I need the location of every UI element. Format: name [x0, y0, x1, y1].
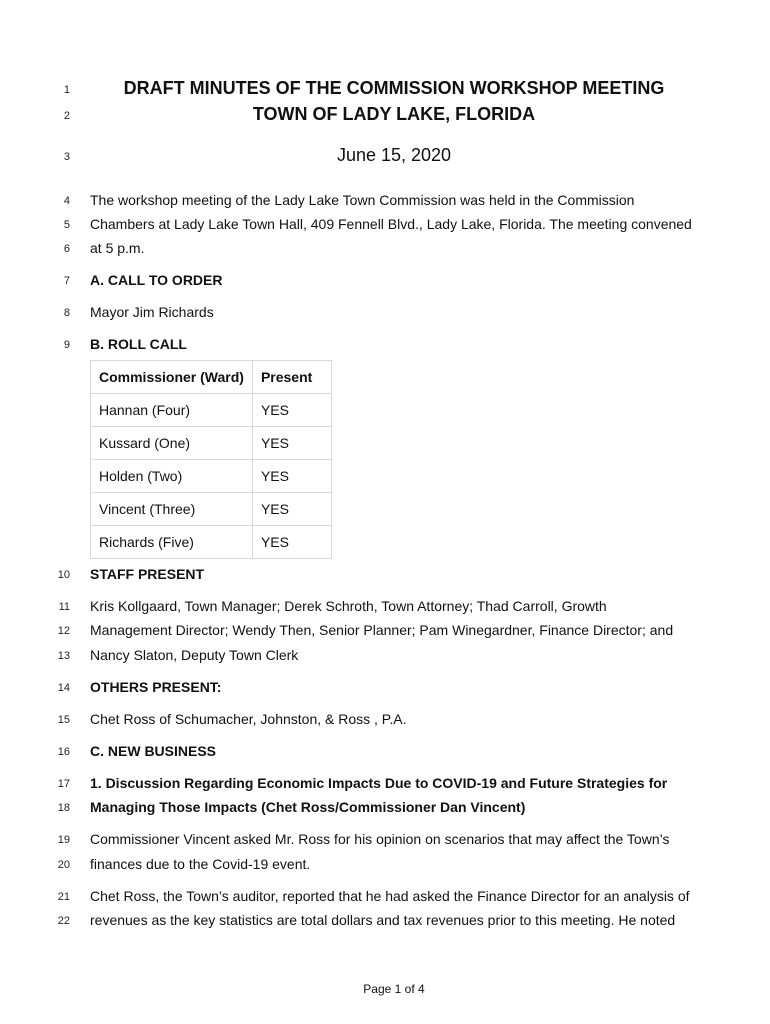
agenda-item-title: Managing Those Impacts (Chet Ross/Commissioner Dan Vincent): [90, 799, 526, 815]
line-number: 22: [57, 915, 70, 927]
intro-line: Chambers at Lady Lake Town Hall, 409 Fennell Blvd., Lady Lake, Florida. The meeting convened: [90, 216, 692, 232]
line-number: 6: [63, 243, 70, 255]
line-number: 14: [57, 682, 70, 694]
call-to-order-text: Mayor Jim Richards: [90, 304, 214, 320]
line-number: 15: [57, 714, 70, 726]
line-number: 10: [57, 569, 70, 581]
intro-line: at 5 p.m.: [90, 240, 145, 256]
section-heading-call-to-order: A. CALL TO ORDER: [90, 272, 223, 288]
intro-line: The workshop meeting of the Lady Lake Town Commission was held in the Commission: [90, 192, 635, 208]
table-row: [91, 427, 332, 460]
discussion-line: Chet Ross, the Town’s auditor, reported that he had asked the Finance Director for an analysis of: [90, 888, 690, 904]
line-number: 5: [63, 219, 70, 231]
line-number: 13: [57, 650, 70, 662]
roll-call-table: [90, 360, 332, 559]
staff-line: Kris Kollgaard, Town Manager; Derek Schroth, Town Attorney; Thad Carroll, Growth: [90, 598, 607, 614]
line-number: 8: [63, 307, 70, 319]
line-number: 9: [63, 339, 70, 351]
line-number: 2: [63, 110, 70, 122]
column-header: Present: [252, 361, 331, 394]
agenda-item-title: 1. Discussion Regarding Economic Impacts Due to COVID-19 and Future Strategies for: [90, 775, 668, 791]
discussion-line: revenues as the key statistics are total dollars and tax revenues prior to this meeting. He noted: [90, 912, 676, 928]
column-header: Commissioner (Ward): [91, 361, 253, 394]
table-cell: Vincent (Three): [91, 493, 253, 526]
line-number: 11: [58, 601, 70, 613]
line-number: 16: [57, 746, 70, 758]
table-header-row: [91, 361, 332, 394]
document-subtitle: TOWN OF LADY LAKE, FLORIDA: [252, 104, 536, 124]
section-heading-staff-present: STAFF PRESENT: [90, 566, 205, 582]
line-number: 4: [63, 195, 70, 207]
section-heading-new-business: C. NEW BUSINESS: [90, 743, 217, 759]
table-cell: Richards (Five): [91, 526, 253, 559]
table-cell: Hannan (Four): [91, 394, 253, 427]
line-number: 20: [57, 859, 70, 871]
section-heading-others-present: OTHERS PRESENT:: [90, 679, 222, 695]
discussion-line: finances due to the Covid-19 event.: [90, 856, 311, 872]
document-title: DRAFT MINUTES OF THE COMMISSION WORKSHOP MEETING: [123, 78, 665, 98]
staff-line: Nancy Slaton, Deputy Town Clerk: [90, 647, 299, 663]
line-number: 3: [63, 151, 70, 163]
table-cell: Kussard (One): [91, 427, 253, 460]
line-number: 17: [57, 778, 70, 790]
table-row: [91, 460, 332, 493]
others-present-text: Chet Ross of Schumacher, Johnston, & Ross , P.A.: [90, 711, 407, 727]
line-number: 21: [57, 891, 70, 903]
line-number: 12: [57, 625, 70, 637]
discussion-line: Commissioner Vincent asked Mr. Ross for his opinion on scenarios that may affect the Town’s: [90, 831, 670, 847]
line-number: 19: [57, 834, 70, 846]
staff-line: Management Director; Wendy Then, Senior Planner; Pam Winegardner, Finance Director; and: [90, 622, 674, 638]
table-cell: YES: [252, 427, 331, 460]
table-cell: YES: [252, 394, 331, 427]
page-number: Page 1 of 4: [363, 982, 425, 996]
table-row: [91, 394, 332, 427]
line-number: 7: [63, 275, 70, 287]
line-number: 18: [57, 802, 70, 814]
meeting-date: June 15, 2020: [336, 145, 452, 165]
table-cell: YES: [252, 460, 331, 493]
table-cell: YES: [252, 493, 331, 526]
section-heading-roll-call: B. ROLL CALL: [90, 336, 187, 352]
table-row: [91, 493, 332, 526]
table-cell: YES: [252, 526, 331, 559]
table-row: [91, 526, 332, 559]
table-cell: Holden (Two): [91, 460, 253, 493]
line-number: 1: [63, 84, 70, 96]
